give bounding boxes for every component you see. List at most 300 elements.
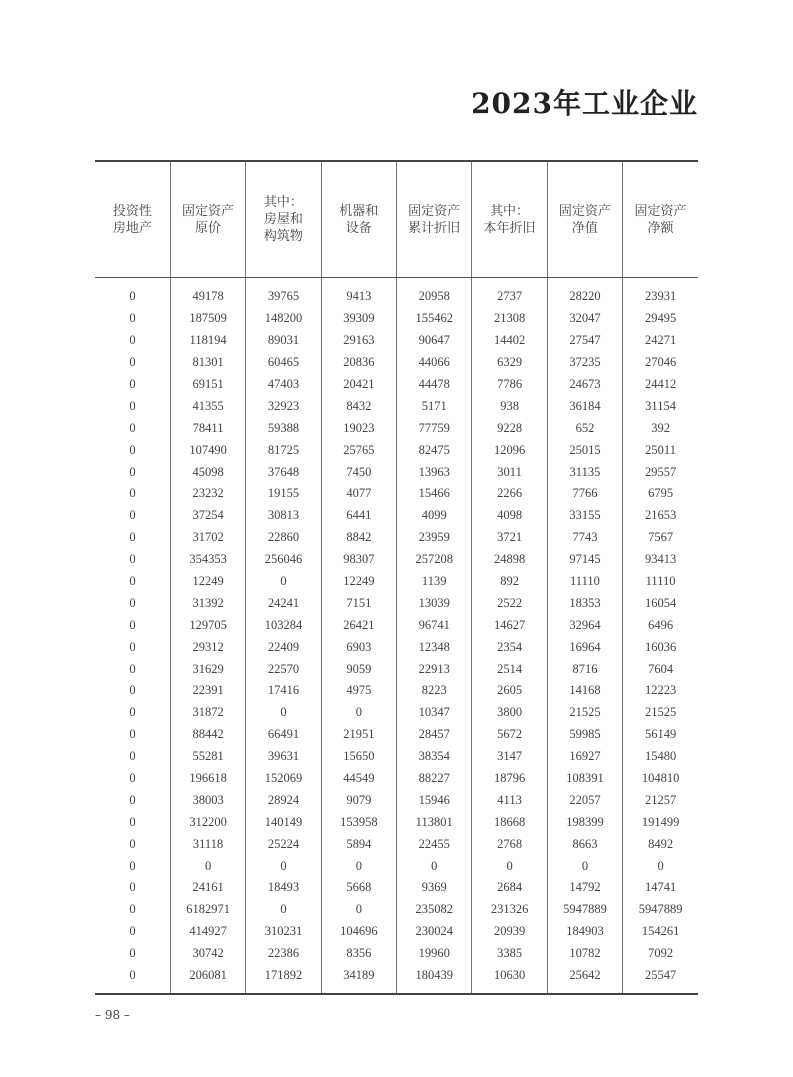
table-cell: 206081: [170, 965, 245, 993]
table-cell: 257208: [397, 549, 472, 571]
table-cell: 22386: [246, 943, 321, 965]
table-cell: 0: [321, 702, 396, 724]
table-cell: 6795: [623, 483, 698, 505]
table-cell: 152069: [246, 768, 321, 790]
table-cell: 5668: [321, 877, 396, 899]
table-cell: 0: [129, 727, 136, 742]
table-cell: 59388: [246, 417, 321, 439]
table-cell: 0: [129, 661, 136, 676]
table-cell: 89031: [246, 330, 321, 352]
table-cell: 18493: [246, 877, 321, 899]
table-cell: 113801: [397, 811, 472, 833]
table-cell: 21525: [623, 702, 698, 724]
table-cell: 892: [472, 571, 547, 593]
table-cell: 31118: [170, 833, 245, 855]
table-cell: 39631: [246, 746, 321, 768]
table-cell: 16927: [547, 746, 622, 768]
table-cell: 8356: [321, 943, 396, 965]
table-cell: 31872: [170, 702, 245, 724]
table-row: [95, 308, 698, 330]
table-cell: 108391: [547, 768, 622, 790]
table-cell: 7151: [321, 592, 396, 614]
table-cell: 21525: [547, 702, 622, 724]
table-cell: 7766: [547, 483, 622, 505]
table-cell: 187509: [170, 308, 245, 330]
table-cell: 12096: [472, 439, 547, 461]
table-row: [95, 833, 698, 855]
table-cell: 31154: [623, 395, 698, 417]
table-cell: 8663: [547, 833, 622, 855]
table-cell: 0: [129, 311, 136, 326]
table-cell: 5947889: [547, 899, 622, 921]
table-cell: 81725: [246, 439, 321, 461]
table-cell: 8223: [397, 680, 472, 702]
table-cell: 28924: [246, 789, 321, 811]
table-cell: 22570: [246, 658, 321, 680]
table-row: [95, 527, 698, 549]
table-cell: 3147: [472, 746, 547, 768]
table-cell: 0: [397, 855, 472, 877]
table-cell: 29557: [623, 461, 698, 483]
table-cell: 26421: [321, 614, 396, 636]
table-cell: 0: [623, 855, 698, 877]
table-cell: 171892: [246, 965, 321, 993]
table-cell: 93413: [623, 549, 698, 571]
table-cell: 0: [129, 924, 136, 939]
table-cell: 184903: [547, 921, 622, 943]
table-cell: 23232: [170, 483, 245, 505]
table-cell: 107490: [170, 439, 245, 461]
table-cell: 9228: [472, 417, 547, 439]
table-cell: 104810: [623, 768, 698, 790]
table-cell: 3721: [472, 527, 547, 549]
table-cell: 27547: [547, 330, 622, 352]
table-cell: 24673: [547, 374, 622, 396]
table-cell: 97145: [547, 549, 622, 571]
table-cell: 9413: [321, 278, 396, 308]
table-cell: 39765: [246, 278, 321, 308]
table-cell: 13963: [397, 461, 472, 483]
table-cell: 5947889: [623, 899, 698, 921]
table-cell: 27046: [623, 352, 698, 374]
table-cell: 82475: [397, 439, 472, 461]
table-cell: 30813: [246, 505, 321, 527]
table-cell: 5672: [472, 724, 547, 746]
table-cell: 148200: [246, 308, 321, 330]
table-cell: 414927: [170, 921, 245, 943]
table-cell: 34189: [321, 965, 396, 993]
table-cell: 37235: [547, 352, 622, 374]
table-cell: 19960: [397, 943, 472, 965]
table-row: [95, 592, 698, 614]
table-cell: 235082: [397, 899, 472, 921]
table-cell: 15650: [321, 746, 396, 768]
table-cell: 32964: [547, 614, 622, 636]
table-cell: 0: [129, 289, 136, 304]
table-cell: 198399: [547, 811, 622, 833]
table-cell: 354353: [170, 549, 245, 571]
table-cell: 22409: [246, 636, 321, 658]
table-cell: 0: [129, 508, 136, 523]
table-cell: 1139: [397, 571, 472, 593]
table-cell: 7567: [623, 527, 698, 549]
table-cell: 4113: [472, 789, 547, 811]
table-cell: 0: [129, 902, 136, 917]
table-cell: 17416: [246, 680, 321, 702]
table-cell: 31629: [170, 658, 245, 680]
table-cell: 24271: [623, 330, 698, 352]
table-cell: 0: [170, 855, 245, 877]
table-row: [95, 680, 698, 702]
table-row: [95, 724, 698, 746]
table-cell: 31702: [170, 527, 245, 549]
table-cell: 18796: [472, 768, 547, 790]
table-cell: 22860: [246, 527, 321, 549]
table-cell: 7092: [623, 943, 698, 965]
table-cell: 2266: [472, 483, 547, 505]
table-cell: 6441: [321, 505, 396, 527]
table-cell: 12348: [397, 636, 472, 658]
table-cell: 29163: [321, 330, 396, 352]
table-cell: 38354: [397, 746, 472, 768]
table-cell: 39309: [321, 308, 396, 330]
table-cell: 2605: [472, 680, 547, 702]
table-row: [95, 899, 698, 921]
table-cell: 103284: [246, 614, 321, 636]
table-cell: 0: [472, 855, 547, 877]
table-row: [95, 461, 698, 483]
table-cell: 0: [547, 855, 622, 877]
table-cell: 3011: [472, 461, 547, 483]
table-cell: 0: [321, 855, 396, 877]
table-cell: 24161: [170, 877, 245, 899]
table-cell: 7450: [321, 461, 396, 483]
column-header: 固定资产 净额: [623, 162, 698, 278]
table-cell: 3385: [472, 943, 547, 965]
table-cell: 25224: [246, 833, 321, 855]
column-header: 固定资产 原价: [170, 162, 245, 278]
table-cell: 32047: [547, 308, 622, 330]
table-cell: 25547: [623, 965, 698, 993]
table-cell: 25011: [623, 439, 698, 461]
table-cell: 14168: [547, 680, 622, 702]
table-row: [95, 877, 698, 899]
column-header: 固定资产 净值: [547, 162, 622, 278]
table-cell: 15480: [623, 746, 698, 768]
table-cell: 21308: [472, 308, 547, 330]
table-cell: 14402: [472, 330, 547, 352]
table-row: [95, 768, 698, 790]
table-cell: 37648: [246, 461, 321, 483]
table-cell: 0: [129, 968, 136, 983]
column-header: 投资性 房地产: [95, 162, 170, 278]
table-cell: 22057: [547, 789, 622, 811]
table-cell: 153958: [321, 811, 396, 833]
table-cell: 154261: [623, 921, 698, 943]
table-cell: 7786: [472, 374, 547, 396]
table-cell: 56149: [623, 724, 698, 746]
table-cell: 0: [129, 814, 136, 829]
table-cell: 2522: [472, 592, 547, 614]
table-cell: 0: [246, 899, 321, 921]
table-cell: 10630: [472, 965, 547, 993]
table-cell: 25015: [547, 439, 622, 461]
table-cell: 90647: [397, 330, 472, 352]
table-cell: 10782: [547, 943, 622, 965]
table-cell: 0: [129, 749, 136, 764]
table-row: [95, 549, 698, 571]
table-cell: 0: [129, 858, 136, 873]
table-cell: 2684: [472, 877, 547, 899]
table-cell: 0: [129, 486, 136, 501]
table-cell: 8432: [321, 395, 396, 417]
table-cell: 45098: [170, 461, 245, 483]
table-cell: 25765: [321, 439, 396, 461]
table-cell: 18353: [547, 592, 622, 614]
table-cell: 5894: [321, 833, 396, 855]
table-row: [95, 636, 698, 658]
table-cell: 11110: [623, 571, 698, 593]
table-cell: 155462: [397, 308, 472, 330]
table-cell: 6496: [623, 614, 698, 636]
table-cell: 6182971: [170, 899, 245, 921]
table-cell: 18668: [472, 811, 547, 833]
table-cell: 0: [129, 442, 136, 457]
table-cell: 59985: [547, 724, 622, 746]
table-cell: 49178: [170, 278, 245, 308]
table-cell: 0: [129, 464, 136, 479]
table-cell: 16036: [623, 636, 698, 658]
table-cell: 0: [129, 792, 136, 807]
table-row: [95, 943, 698, 965]
table-cell: 8492: [623, 833, 698, 855]
table-cell: 37254: [170, 505, 245, 527]
table-cell: 4099: [397, 505, 472, 527]
table-cell: 88442: [170, 724, 245, 746]
table-cell: 7604: [623, 658, 698, 680]
table-cell: 22913: [397, 658, 472, 680]
table-cell: 0: [129, 552, 136, 567]
table-cell: 0: [246, 571, 321, 593]
table-cell: 938: [472, 395, 547, 417]
table-row: [95, 811, 698, 833]
table-row: [95, 374, 698, 396]
table-cell: 60465: [246, 352, 321, 374]
table-cell: 4098: [472, 505, 547, 527]
table-cell: 23931: [623, 278, 698, 308]
table-cell: 15946: [397, 789, 472, 811]
table-cell: 0: [129, 771, 136, 786]
table-cell: 4975: [321, 680, 396, 702]
table-cell: 0: [129, 836, 136, 851]
table-cell: 14627: [472, 614, 547, 636]
table-cell: 2737: [472, 278, 547, 308]
table-header-row: [95, 162, 698, 278]
table-cell: 2354: [472, 636, 547, 658]
table-cell: 256046: [246, 549, 321, 571]
page-number: – 98 –: [95, 1008, 130, 1022]
table-cell: 22391: [170, 680, 245, 702]
table-cell: 24412: [623, 374, 698, 396]
table-cell: 10347: [397, 702, 472, 724]
table-cell: 19023: [321, 417, 396, 439]
table-cell: 0: [129, 333, 136, 348]
table-cell: 0: [129, 946, 136, 961]
table-row: [95, 330, 698, 352]
table-cell: 0: [246, 702, 321, 724]
table-cell: 12223: [623, 680, 698, 702]
table-cell: 78411: [170, 417, 245, 439]
table-cell: 15466: [397, 483, 472, 505]
table-row: [95, 417, 698, 439]
table-cell: 13039: [397, 592, 472, 614]
table-cell: 0: [129, 705, 136, 720]
table-cell: 14741: [623, 877, 698, 899]
table-cell: 30742: [170, 943, 245, 965]
table-cell: 23959: [397, 527, 472, 549]
table-cell: 8842: [321, 527, 396, 549]
column-header: 其中： 房屋和 构筑物: [246, 162, 321, 278]
table-cell: 2514: [472, 658, 547, 680]
table-row: [95, 505, 698, 527]
table-cell: 9369: [397, 877, 472, 899]
table-cell: 44549: [321, 768, 396, 790]
table-cell: 3800: [472, 702, 547, 724]
table-cell: 0: [129, 617, 136, 632]
table-cell: 0: [129, 420, 136, 435]
table-cell: 38003: [170, 789, 245, 811]
table-cell: 8716: [547, 658, 622, 680]
table-cell: 12249: [170, 571, 245, 593]
table-row: [95, 439, 698, 461]
table-row: [95, 921, 698, 943]
table-row: [95, 658, 698, 680]
table-cell: 21653: [623, 505, 698, 527]
page-title: 2023年工业企业: [471, 87, 698, 120]
table-row: [95, 483, 698, 505]
table-cell: 21951: [321, 724, 396, 746]
table-cell: 9079: [321, 789, 396, 811]
table-cell: 29495: [623, 308, 698, 330]
table-row: [95, 789, 698, 811]
table-cell: 0: [129, 398, 136, 413]
table-cell: 66491: [246, 724, 321, 746]
table-cell: 2768: [472, 833, 547, 855]
table-cell: 0: [129, 530, 136, 545]
table-cell: 140149: [246, 811, 321, 833]
table-cell: 98307: [321, 549, 396, 571]
table-cell: 0: [129, 683, 136, 698]
table-cell: 4077: [321, 483, 396, 505]
table-cell: 33155: [547, 505, 622, 527]
table-cell: 0: [129, 639, 136, 654]
table-cell: 129705: [170, 614, 245, 636]
table-cell: 24898: [472, 549, 547, 571]
table-cell: 11110: [547, 571, 622, 593]
table-row: [95, 855, 698, 877]
table-cell: 392: [623, 417, 698, 439]
table-row: [95, 614, 698, 636]
table-cell: 16054: [623, 592, 698, 614]
table-cell: 6329: [472, 352, 547, 374]
table-cell: 0: [129, 574, 136, 589]
table-cell: 47403: [246, 374, 321, 396]
table-cell: 96741: [397, 614, 472, 636]
table-cell: 28220: [547, 278, 622, 308]
table-cell: 22455: [397, 833, 472, 855]
table-cell: 28457: [397, 724, 472, 746]
table-cell: 69151: [170, 374, 245, 396]
table-cell: 77759: [397, 417, 472, 439]
table-row: [95, 395, 698, 417]
table-row: [95, 746, 698, 768]
table-cell: 88227: [397, 768, 472, 790]
column-header: 机器和 设备: [321, 162, 396, 278]
table-cell: 0: [321, 899, 396, 921]
table-cell: 312200: [170, 811, 245, 833]
table-cell: 6903: [321, 636, 396, 658]
table-cell: 0: [129, 377, 136, 391]
table-cell: 25642: [547, 965, 622, 993]
data-table: [95, 160, 698, 995]
table-row: [95, 352, 698, 374]
table-cell: 31135: [547, 461, 622, 483]
table-cell: 191499: [623, 811, 698, 833]
table-cell: 652: [547, 417, 622, 439]
table-row: [95, 278, 698, 308]
table-cell: 31392: [170, 592, 245, 614]
table-cell: 32923: [246, 395, 321, 417]
table-cell: 19155: [246, 483, 321, 505]
table-row: [95, 965, 698, 993]
table-cell: 81301: [170, 352, 245, 374]
table-cell: 5171: [397, 395, 472, 417]
column-header: 其中： 本年折旧: [472, 162, 547, 278]
table-cell: 41355: [170, 395, 245, 417]
table-cell: 12249: [321, 571, 396, 593]
table-cell: 230024: [397, 921, 472, 943]
table-cell: 7743: [547, 527, 622, 549]
table-cell: 20958: [397, 278, 472, 308]
table-cell: 231326: [472, 899, 547, 921]
table-cell: 44478: [397, 374, 472, 396]
table-cell: 104696: [321, 921, 396, 943]
table-cell: 20836: [321, 352, 396, 374]
table-cell: 9059: [321, 658, 396, 680]
table-cell: 0: [129, 880, 136, 895]
table-cell: 20421: [321, 374, 396, 396]
table-cell: 24241: [246, 592, 321, 614]
table-cell: 20939: [472, 921, 547, 943]
table-cell: 0: [246, 855, 321, 877]
table-cell: 29312: [170, 636, 245, 658]
column-header: 固定资产 累计折旧: [397, 162, 472, 278]
table-cell: 310231: [246, 921, 321, 943]
table-cell: 44066: [397, 352, 472, 374]
table-row: [95, 571, 698, 593]
table-cell: 0: [129, 355, 136, 370]
table-cell: 118194: [170, 330, 245, 352]
table-row: [95, 702, 698, 724]
table-cell: 36184: [547, 395, 622, 417]
table-cell: 55281: [170, 746, 245, 768]
table-cell: 21257: [623, 789, 698, 811]
table-cell: 16964: [547, 636, 622, 658]
table-cell: 14792: [547, 877, 622, 899]
table-cell: 196618: [170, 768, 245, 790]
table-cell: 0: [129, 595, 136, 610]
table-cell: 180439: [397, 965, 472, 993]
